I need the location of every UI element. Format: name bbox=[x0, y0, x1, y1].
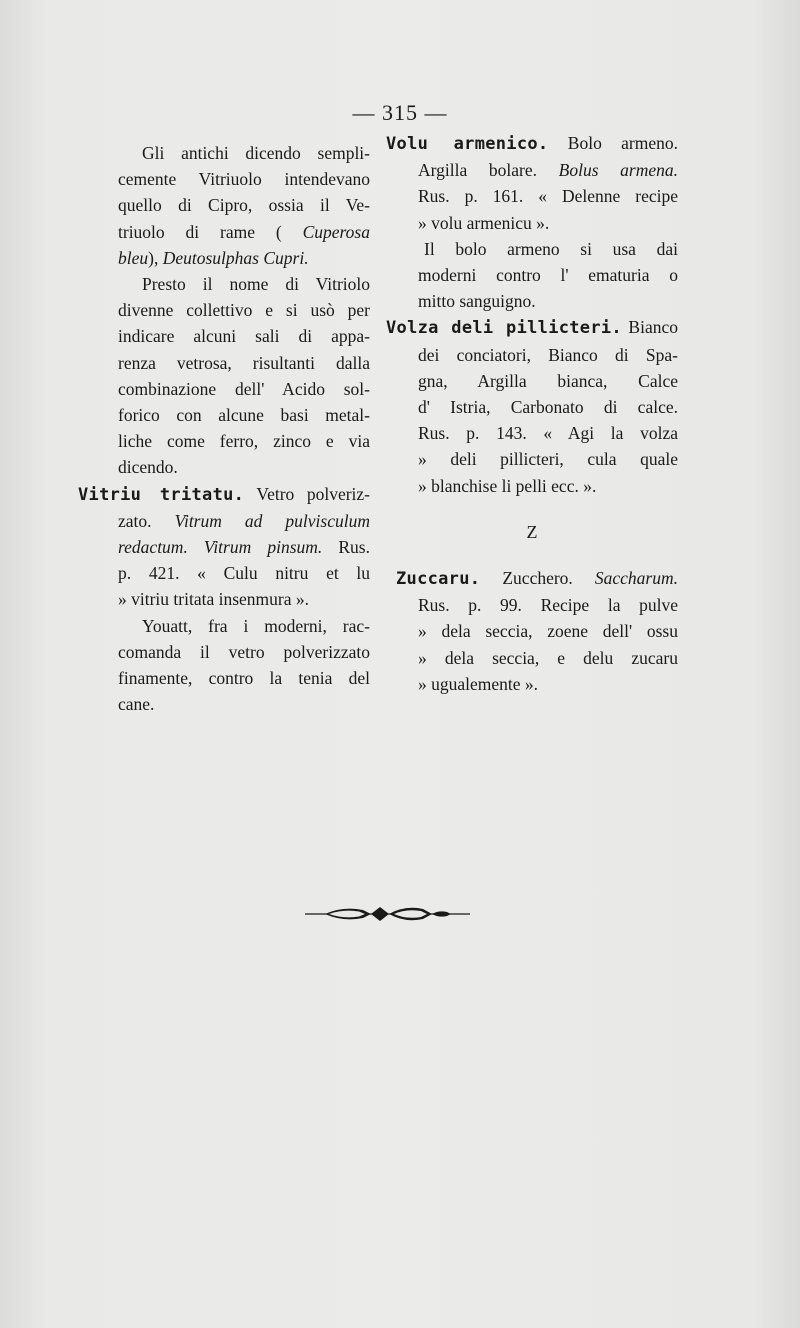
text-line: Il bolo armeno si usa dai bbox=[424, 238, 678, 259]
text-line: Rus. p. 99. Recipe la pulve bbox=[418, 595, 678, 616]
text-line: » dela seccia, zoene dell' ossu bbox=[418, 621, 678, 642]
text-line: Volza deli pillicteri. Bianco bbox=[386, 317, 678, 339]
text-line: divenne collettivo e si usò per bbox=[118, 300, 370, 321]
text-line: Rus. p. 161. « Delenne recipe bbox=[418, 186, 678, 207]
text-line: Vitriu tritatu. Vetro polveriz- bbox=[78, 483, 370, 505]
text-line: zato. Vitrum ad pulvisculum bbox=[118, 510, 370, 531]
entry-headword: Volza deli pillicteri. bbox=[386, 318, 622, 339]
text-line: cane. bbox=[118, 694, 155, 715]
text-line: Youatt, fra i moderni, rac- bbox=[142, 615, 370, 636]
text-line: mitto sanguigno. bbox=[418, 291, 536, 312]
text-line: bleu), Deutosulphas Cupri. bbox=[118, 247, 309, 268]
entry-vitriu-tritatu bbox=[78, 481, 370, 508]
text-line: dicendo. bbox=[118, 457, 178, 478]
text-line: finamente, contro la tenia del bbox=[118, 668, 370, 689]
text-line: » volu armenicu ». bbox=[418, 212, 550, 233]
left-column bbox=[78, 140, 370, 717]
section-letter: Z bbox=[526, 521, 538, 542]
text-line: renza vetrosa, risultanti dalla bbox=[118, 352, 370, 373]
text-line: cemente Vitriuolo intendevano bbox=[118, 169, 370, 190]
paragraph-youatt bbox=[118, 613, 370, 718]
text-line: Rus. p. 143. « Agi la volza bbox=[418, 423, 678, 444]
entry-volza bbox=[386, 314, 678, 498]
entry-volu-armenico bbox=[386, 130, 678, 236]
end-ornament bbox=[305, 900, 470, 928]
entry-zuccaru bbox=[386, 565, 678, 697]
text-line: dei conciatori, Bianco di Spa- bbox=[418, 344, 678, 365]
text-line: » dela seccia, e delu zucaru bbox=[418, 647, 678, 668]
text-line: p. 421. « Culu nitru et lu bbox=[118, 563, 370, 584]
entry-headword: Vitriu tritatu. bbox=[78, 484, 245, 505]
entry-vitriu-body bbox=[118, 508, 370, 613]
text-line: triuolo di rame ( Cuperosa bbox=[118, 221, 370, 242]
text-line: » blanchise li pelli ecc. ». bbox=[418, 475, 597, 496]
text-line: Argilla bolare. Bolus armena. bbox=[418, 160, 679, 181]
text-line: quello di Cipro, ossia il Ve- bbox=[118, 195, 370, 216]
text-line: Volu armenico. Bolo armeno. bbox=[386, 133, 678, 154]
paragraph-bolo bbox=[386, 236, 678, 315]
text-line: redactum. Vitrum pinsum. Rus. bbox=[118, 537, 370, 558]
text-line: d' Istria, Carbonato di calce. bbox=[418, 397, 678, 418]
text-line: Presto il nome di Vitriolo bbox=[142, 274, 370, 295]
text-line: moderni contro l' ematuria o bbox=[418, 265, 678, 286]
text-line: liche come ferro, zinco e via bbox=[118, 431, 370, 452]
paragraph-vitriuolo bbox=[118, 140, 370, 271]
text-line: » ugualemente ». bbox=[418, 673, 539, 694]
text-line: » deli pillicteri, cula quale bbox=[418, 449, 678, 470]
text-line: » vitriu tritata insenmura ». bbox=[118, 589, 309, 610]
paragraph-presto bbox=[118, 271, 370, 481]
text-line: forico con alcune basi metal- bbox=[118, 405, 370, 426]
page-number: — 315 — bbox=[352, 100, 448, 125]
text-line: comanda il vetro polverizzato bbox=[118, 641, 370, 662]
right-column bbox=[386, 130, 678, 697]
text-line: indicare alcuni sali di appa- bbox=[118, 326, 370, 347]
text-line: gna, Argilla bianca, Calce bbox=[418, 370, 678, 391]
entry-headword: Volu armenico. bbox=[386, 134, 549, 154]
text-line: Zuccaru. Zucchero. Saccharum. bbox=[396, 568, 678, 590]
entry-headword: Zuccaru. bbox=[396, 569, 481, 590]
text-line: combinazione dell' Acido sol- bbox=[118, 378, 370, 399]
text-line: Gli antichi dicendo sempli- bbox=[142, 143, 370, 163]
